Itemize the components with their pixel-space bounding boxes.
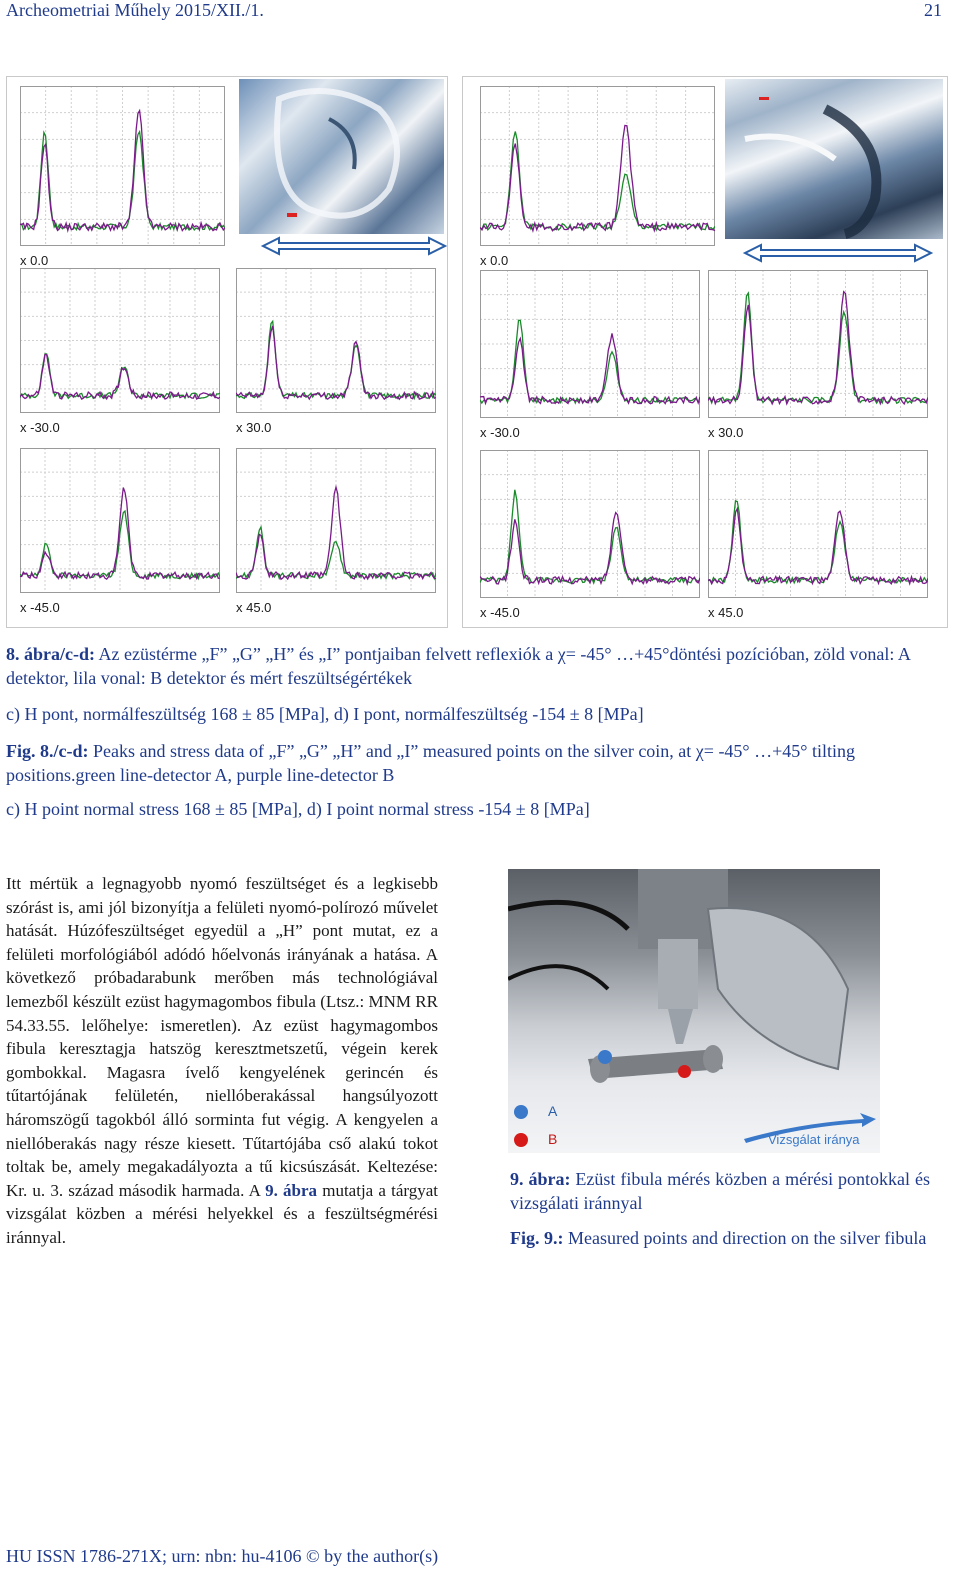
body-text-end: mutatja a tárgyat vizsgálat közben a mérési helyekkel és a feszültségmérési iránnyal. — [6, 1180, 439, 1247]
page-number: 21 — [924, 0, 942, 20]
caption-label: Fig. 8./c-d: — [6, 741, 89, 761]
figure-8-caption-hu-values — [6, 702, 950, 726]
plot-canvas — [20, 268, 220, 413]
figure-9-caption-en — [510, 1226, 930, 1250]
tilt-label: x -45.0 — [480, 605, 520, 620]
diffraction-plot-right-3 — [480, 450, 700, 620]
tilt-label: x 45.0 — [236, 600, 272, 615]
legend-dot-b — [514, 1133, 528, 1147]
direction-arrow-icon — [741, 242, 935, 264]
tilt-label: x 45.0 — [708, 605, 744, 620]
coin-photo-i — [725, 79, 943, 239]
diffraction-plot-left-4 — [236, 448, 436, 615]
direction-arrow-icon — [259, 235, 449, 257]
caption-values: c) H pont, normálfeszültség 168 ± 85 [MPa], d) I pont, normálfeszültség -154 ± 8 [MPa] — [6, 704, 644, 724]
diffraction-plot-right-2 — [708, 270, 928, 440]
measure-point-b — [678, 1065, 691, 1078]
plot-canvas — [480, 450, 700, 598]
plot-canvas — [480, 86, 715, 246]
figure-8-caption-hu — [6, 642, 950, 690]
diffraction-plot-left-1 — [20, 268, 220, 435]
diffraction-plot-left-3 — [20, 448, 220, 615]
figure-9-caption-hu — [510, 1167, 930, 1215]
diffraction-plot-left-0 — [20, 86, 225, 268]
figure-8-caption-en-values — [6, 797, 950, 821]
legend-label-a: A — [548, 1103, 558, 1119]
caption-label: Fig. 9.: — [510, 1228, 564, 1248]
plot-canvas — [708, 270, 928, 418]
caption-text: Measured points and direction on the silver fibula — [563, 1228, 927, 1248]
journal-title: Archeometriai Műhely 2015/XII./1. — [6, 0, 264, 20]
tilt-label: x -30.0 — [480, 425, 520, 440]
legend-label-b: B — [548, 1131, 558, 1147]
figure-8-caption-en — [6, 739, 950, 787]
fibula-photo — [508, 869, 880, 1153]
tilt-label: x -30.0 — [20, 420, 60, 435]
caption-label: 8. ábra/c-d: — [6, 644, 95, 664]
measure-point-a — [598, 1050, 612, 1064]
caption-text: Az ezüstérme „F” „G” „H” és „I” pontjaiban felvett reflexiók a χ= -45° …+45°döntési pozícióban, zöld vonal: A detektor, lila vonal: B detektor és mért feszültségértékek — [6, 644, 910, 688]
body-text: Itt mértük a legnagyobb nyomó feszültséget és a legkisebb szórást is, ami jól bizonyítja a felületi nyomó-polírozó művelet hatását. Húzófeszültséget egyedül a „H” pont mutat, ez a felületi morfológiából adódó hőelvonás irányának a hatása. A következő próbadarabunk merőben más technológiával lemezből készült ezüst hagymagombos fibula (Ltsz.: MNM RR 54.33.55. lelőhelye: ismeretlen). Az ezüst hagymagombos fibula keresztagja hatszög keresztmetszetű, végein kerek gombokkal. Magasra ívelő kengyelének gerincén és tűtartójának felületén, niellóberakással hangsúlyozott háromszögű tagokból álló sorminta fut végig. A kengyelen a niellóberakás nagy része kiesett. Tűtartójába cső alakú tokot toltak be, amely megakadályozta a tű kicsúszását. Keltezése: Kr. u. 3. század második harmada. A — [6, 874, 438, 1200]
plot-canvas — [480, 270, 700, 418]
caption-text: Ezüst fibula mérés közben a mérési pontokkal és vizsgálati iránnyal — [510, 1169, 930, 1213]
caption-text: Peaks and stress data of „F” „G” „H” and „I” measured points on the silver coin, at χ= -45° …+45° tilting positions.green line-detector A, purple line-detector B — [6, 741, 855, 785]
plot-canvas — [236, 268, 436, 413]
plot-canvas — [236, 448, 436, 593]
tilt-label: x 30.0 — [236, 420, 272, 435]
tilt-label: x 0.0 — [480, 253, 509, 268]
tilt-label: x -45.0 — [20, 600, 60, 615]
footer-issn: HU ISSN 1786-271X; urn: nbn: hu-4106 © by the author(s) — [6, 1546, 439, 1566]
caption-values: c) H point normal stress 168 ± 85 [MPa], d) I point normal stress -154 ± 8 [MPa] — [6, 799, 590, 819]
diffraction-plot-right-0 — [480, 86, 715, 268]
plot-canvas — [20, 86, 225, 246]
plot-canvas — [708, 450, 928, 598]
diffraction-plot-left-2 — [236, 268, 436, 435]
figure-reference: 9. ábra — [265, 1180, 318, 1200]
plot-canvas — [20, 448, 220, 593]
direction-label: Vizsgálat iránya — [768, 1132, 860, 1147]
body-paragraph — [6, 872, 438, 1250]
diffraction-plot-right-4 — [708, 450, 928, 620]
coin-photo-h — [239, 79, 444, 234]
tilt-label: x 30.0 — [708, 425, 744, 440]
running-header — [6, 0, 952, 24]
legend-dot-a — [514, 1105, 528, 1119]
diffraction-plot-right-1 — [480, 270, 700, 440]
caption-label: 9. ábra: — [510, 1169, 571, 1189]
tilt-label: x 0.0 — [20, 253, 49, 268]
